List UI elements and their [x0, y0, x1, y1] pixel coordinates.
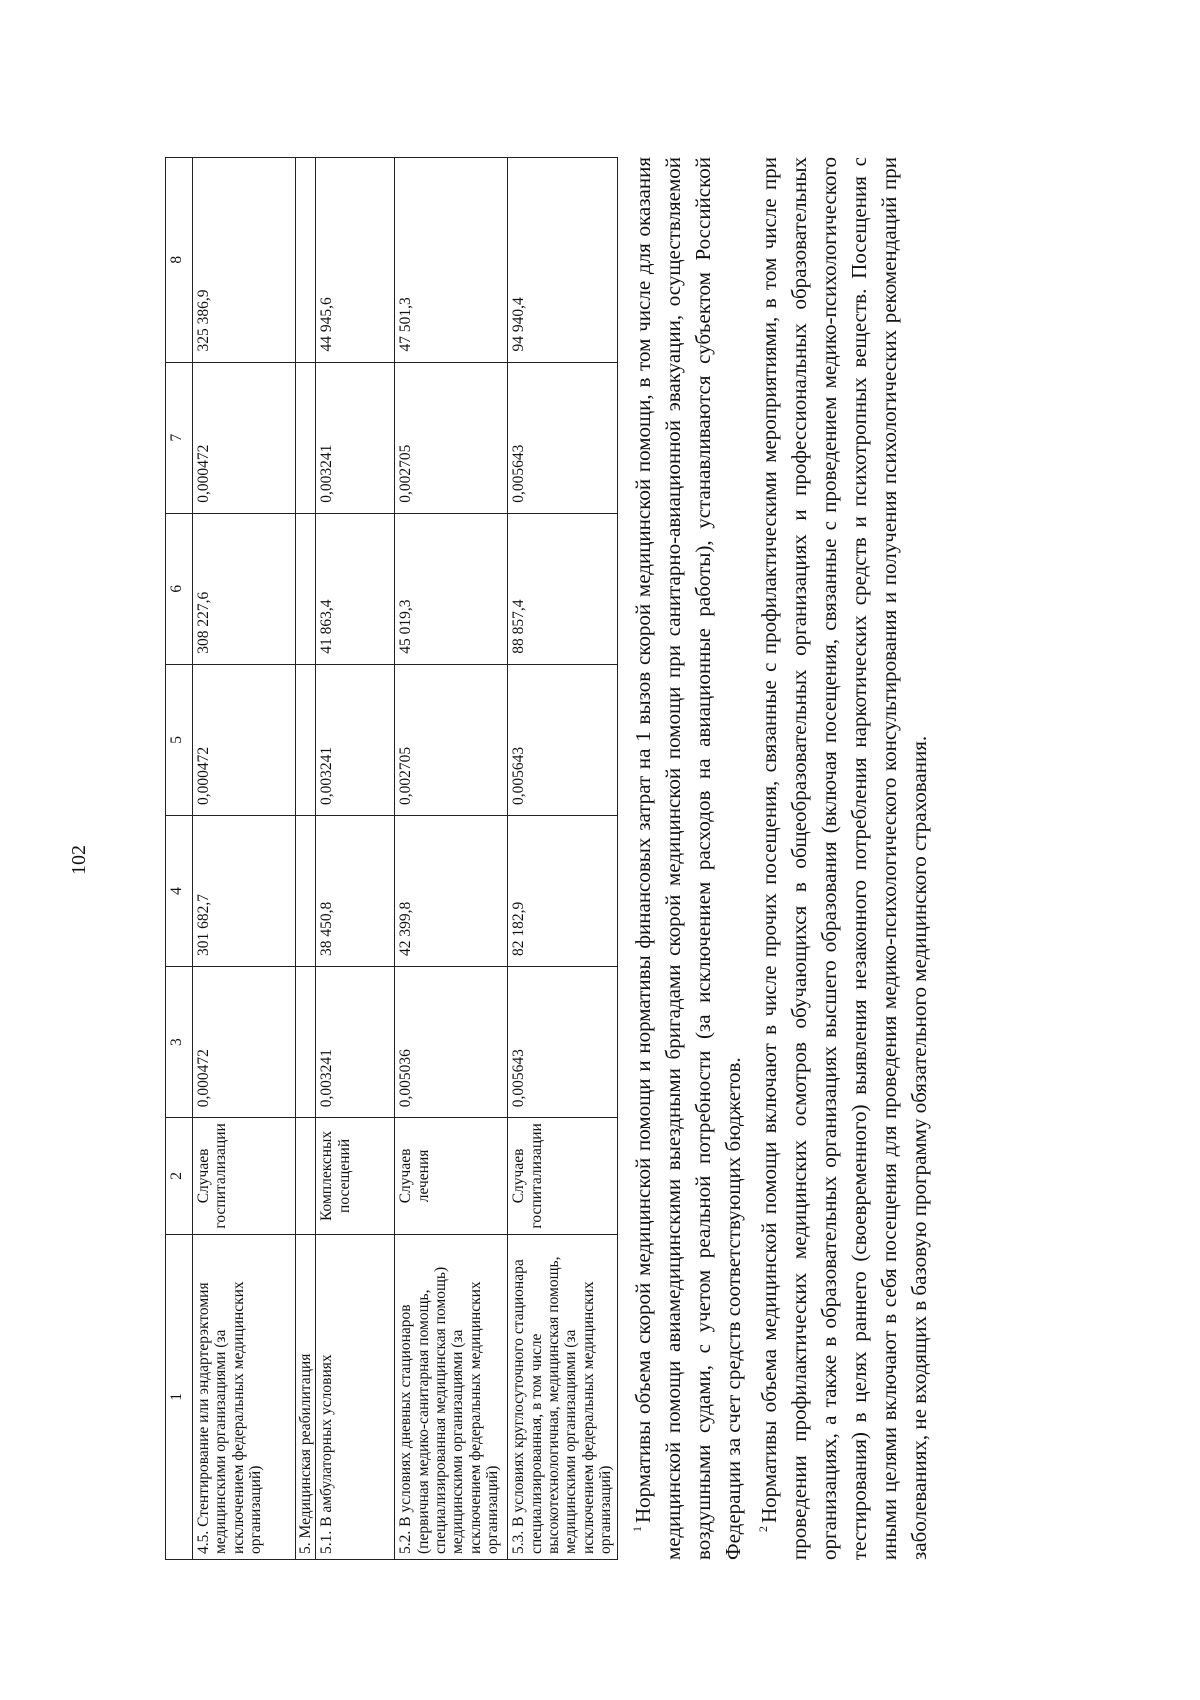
- unit-cell: Комплексных посещений: [316, 1118, 395, 1234]
- value-cell: 0,005643: [508, 664, 617, 815]
- footnote-marker: 2: [756, 1526, 770, 1532]
- value-cell: 0,002705: [395, 664, 508, 815]
- value-cell: 44 945,6: [316, 158, 395, 363]
- column-header: 8: [166, 158, 193, 363]
- table-row: [316, 158, 395, 1560]
- value-cell: 0,003241: [316, 966, 395, 1117]
- table-header-row: [166, 158, 193, 1560]
- value-cell: 301 682,7: [193, 815, 296, 966]
- value-cell: 38 450,8: [316, 815, 395, 966]
- footnotes: [622, 157, 934, 1560]
- column-header: 6: [166, 513, 193, 664]
- footnote: [748, 157, 934, 1560]
- value-cell: 325 386,9: [193, 158, 296, 363]
- unit-cell: Случаев госпитализации: [193, 1118, 296, 1234]
- column-header: 2: [166, 1118, 193, 1234]
- footnote-text: Нормативы объема скорой медицинской помощи и нормативы финансовых затрат на 1 вызов скорой медицинской помощи, в том числе для оказания медицинской помощи авиамедицинскими выездными бригадами скорой медицинской помощи при санитарно-авиационной эвакуации, осуществляемой воздушными судами, с учетом реальной потребности (за исключением расходов на авиационные работы), устанавливаются субъектом Российской Федерации за счет средств соответствующих бюджетов.: [631, 157, 745, 1560]
- column-header: 7: [166, 362, 193, 513]
- column-header: 1: [166, 1234, 193, 1559]
- norms-table: [165, 157, 618, 1560]
- table-row: [508, 158, 617, 1560]
- column-header: 3: [166, 966, 193, 1117]
- row-label: 5.2. В условиях дневных стационаров (первичная медико-санитарная помощь, специализированная медицинская помощь) медицинскими организациями (за исключением федеральных медицинских организаций): [395, 1234, 508, 1559]
- value-cell: 0,000472: [193, 664, 296, 815]
- section-row: [296, 158, 316, 1560]
- row-label: 4.5. Стентирование или эндартерэктомия медицинскими организациями (за исключением федеральных медицинских организаций): [193, 1234, 296, 1559]
- value-cell: 45 019,3: [395, 513, 508, 664]
- section-title: 5. Медицинская реабилитация: [296, 1234, 316, 1559]
- value-cell: 82 182,9: [508, 815, 617, 966]
- value-cell: 42 399,8: [395, 815, 508, 966]
- value-cell: 0,002705: [395, 362, 508, 513]
- table-row: [193, 158, 296, 1560]
- row-label: 5.3. В условиях круглосуточного стационара специализированная, в том числе высокотехнологичная, медицинская помощь, медицинскими организациями (за исключением федеральных медицинских организаций): [508, 1234, 617, 1559]
- value-cell: 0,005643: [508, 362, 617, 513]
- page-number: 102: [68, 845, 90, 875]
- table-row: [395, 158, 508, 1560]
- value-cell: 0,003241: [316, 664, 395, 815]
- row-label: 5.1. В амбулаторных условиях: [316, 1234, 395, 1559]
- value-cell: 41 863,4: [316, 513, 395, 664]
- value-cell: 0,000472: [193, 362, 296, 513]
- value-cell: 308 227,6: [193, 513, 296, 664]
- column-header: 5: [166, 664, 193, 815]
- footnote-text: Нормативы объема медицинской помощи включают в числе прочих посещения, связанные с профилактическими мероприятиями, в том числе при проведении профилактических медицинских осмотров обучающихся в общеобразовательных организациях и профессиональных образовательных организациях, а также в образовательных организациях высшего образования (включая посещения, связанные с проведением медико-психологического тестирования) в целях раннего (своевременного) выявления незаконного потребления наркотических средств и психотропных веществ. Посещения с иными целями включают в себя посещения для проведения медико-психологического консультирования и получения психологических рекомендаций при заболеваниях, не входящих в базовую программу обязательного медицинского страхования.: [757, 157, 931, 1560]
- footnote-marker: 1: [630, 1526, 644, 1532]
- value-cell: 94 940,4: [508, 158, 617, 363]
- unit-cell: Случаев лечения: [395, 1118, 508, 1234]
- column-header: 4: [166, 815, 193, 966]
- unit-cell: Случаев госпитализации: [508, 1118, 617, 1234]
- value-cell: 0,005643: [508, 966, 617, 1117]
- value-cell: 47 501,3: [395, 158, 508, 363]
- value-cell: 0,005036: [395, 966, 508, 1117]
- value-cell: 0,003241: [316, 362, 395, 513]
- value-cell: 0,000472: [193, 966, 296, 1117]
- value-cell: 88 857,4: [508, 513, 617, 664]
- footnote: [622, 157, 748, 1560]
